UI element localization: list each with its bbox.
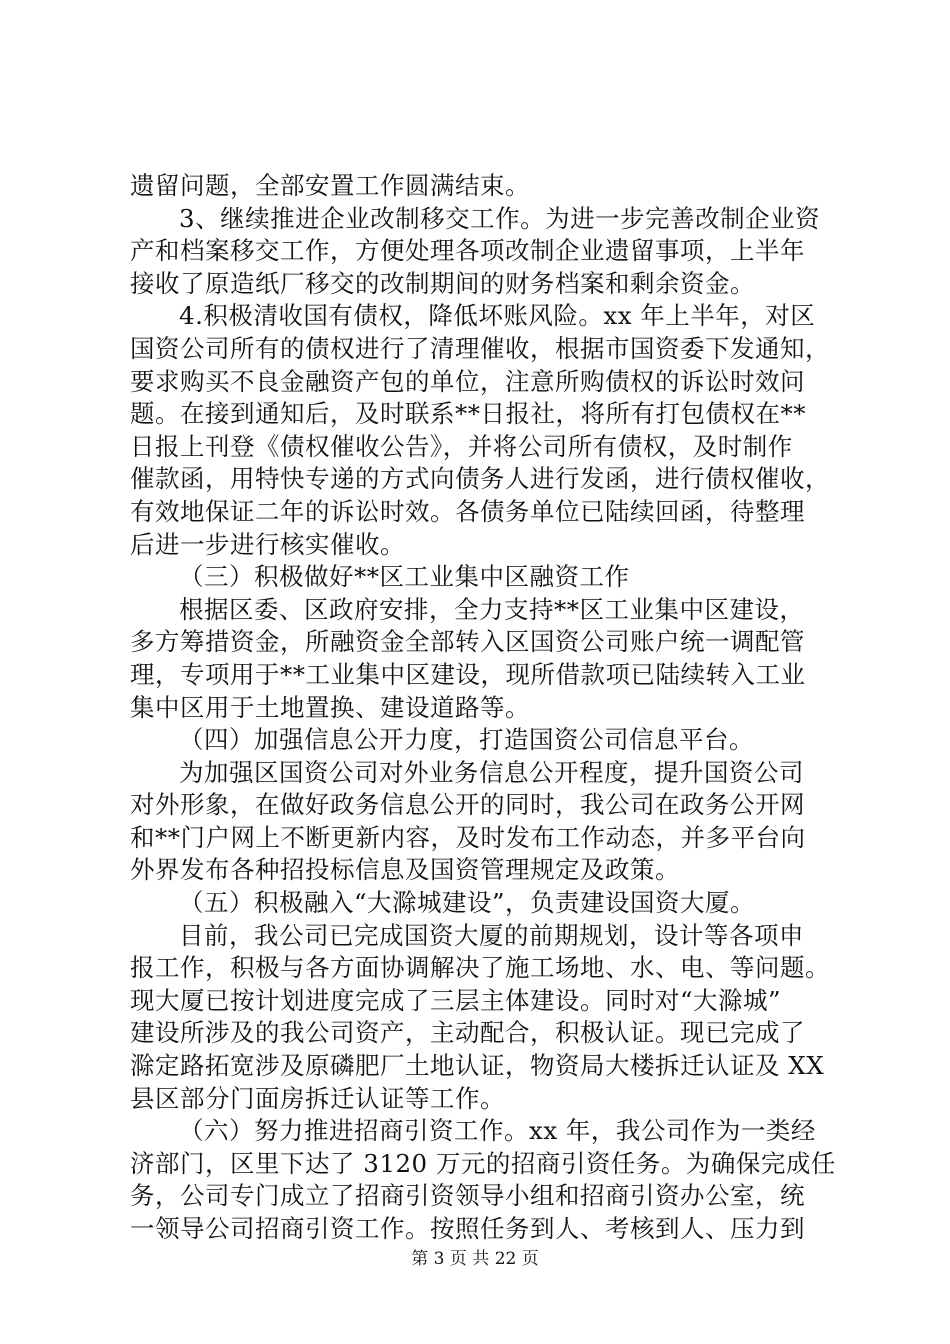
text-line: 报工作，积极与各方面协调解决了施工场地、水、电、等问题。 xyxy=(130,953,830,983)
text-line: 要求购买不良金融资产包的单位，注意所购债权的诉讼时效问 xyxy=(130,366,805,396)
text-line: 遗留问题，全部安置工作圆满结束。 xyxy=(130,171,530,200)
paragraph-first-line: 4.积极清收国有债权，降低坏账风险。xx 年上半年，对区 xyxy=(179,301,816,331)
text-line: 产和档案移交工作，方便处理各项改制企业遗留事项，上半年 xyxy=(130,236,805,266)
text-line: 建设所涉及的我公司资产，主动配合，积极认证。现已完成了 xyxy=(130,1018,805,1048)
paragraph-first-line: （五）积极融入“大滁城建设”，负责建设国资大厦。 xyxy=(179,888,756,918)
text-line: 国资公司所有的债权进行了清理催收，根据市国资委下发通知， xyxy=(130,333,830,363)
paragraph-first-line: （三）积极做好**区工业集中区融资工作 xyxy=(179,562,630,592)
text-line: 理，专项用于**工业集中区建设，现所借款项已陆续转入工业 xyxy=(130,659,806,689)
text-line: 有效地保证二年的诉讼时效。各债务单位已陆续回函，待整理 xyxy=(130,496,805,526)
text-line: 多方筹措资金，所融资金全部转入区国资公司账户统一调配管 xyxy=(130,627,805,657)
paragraph-first-line: 根据区委、区政府安排，全力支持**区工业集中区建设， xyxy=(179,594,805,624)
text-line: 接收了原造纸厂移交的改制期间的财务档案和剩余资金。 xyxy=(130,268,755,298)
document-body xyxy=(130,170,836,1246)
paragraph-first-line: （六）努力推进招商引资工作。xx 年，我公司作为一类经 xyxy=(179,1116,816,1146)
text-line: 和**门户网上不断更新内容，及时发布工作动态，并多平台向 xyxy=(130,822,806,852)
text-line: 日报上刊登《债权催收公告》，并将公司所有债权，及时制作 xyxy=(130,431,793,461)
text-line: 务，公司专门成立了招商引资领导小组和招商引资办公室，统 xyxy=(130,1181,805,1211)
text-line: 后进一步进行核实催收。 xyxy=(130,529,405,559)
page-footer: 第 3 页 共 22 页 xyxy=(411,1249,539,1269)
text-line: 集中区用于土地置换、建设道路等。 xyxy=(130,692,530,722)
text-line: 一领导公司招商引资工作。按照任务到人、考核到人、压力到 xyxy=(130,1214,805,1243)
text-line: 滁定路拓宽涉及原磷肥厂土地认证，物资局大楼拆迁认证及 XX xyxy=(130,1051,825,1081)
text-line: 催款函，用特快专递的方式向债务人进行发函，进行债权催收， xyxy=(130,464,830,494)
text-line: 县区部分门面房拆迁认证等工作。 xyxy=(130,1083,505,1113)
text-line: 现大厦已按计划进度完成了三层主体建设。同时对“大滁城” xyxy=(130,985,782,1015)
text-line: 外界发布各种招投标信息及国资管理规定及政策。 xyxy=(130,855,680,885)
text-line: 济部门，区里下达了 3120 万元的招商引资任务。为确保完成任 xyxy=(130,1148,836,1178)
text-line: 对外形象，在做好政务信息公开的同时，我公司在政务公开网 xyxy=(130,790,805,820)
paragraph-first-line: 3、继续推进企业改制移交工作。为进一步完善改制企业资 xyxy=(179,203,821,233)
paragraph-first-line: 为加强区国资公司对外业务信息公开程度，提升国资公司 xyxy=(179,757,804,787)
paragraph-first-line: （四）加强信息公开力度，打造国资公司信息平台。 xyxy=(179,725,754,755)
paragraph-first-line: 目前，我公司已完成国资大厦的前期规划，设计等各项申 xyxy=(179,920,804,950)
text-line: 题。在接到通知后，及时联系**日报社，将所有打包债权在** xyxy=(130,399,806,429)
